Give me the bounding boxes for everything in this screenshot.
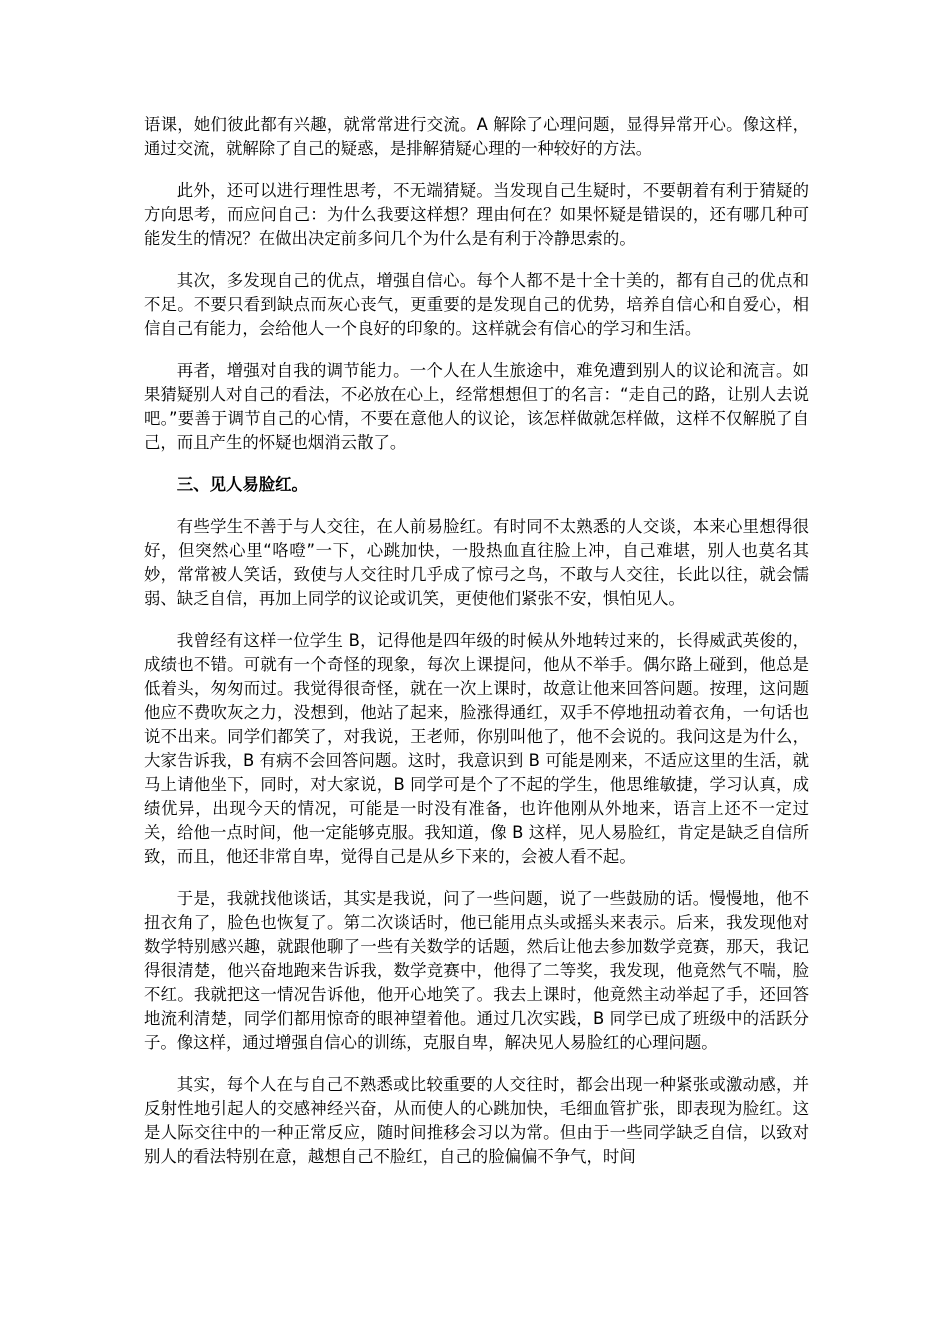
paragraph-2: 此外，还可以进行理性思考，不无端猜疑。当发现自己生疑时，不要朝着有利于猜疑的方向思考，而应问自己：为什么我要这样想？理由何在？如果怀疑是错误的，还有哪几种可能发生的情况？在做出决定前多问几个为什么是有利于冷静思索的。 bbox=[144, 181, 809, 248]
paragraph-6: 我曾经有这样一位学生 B，记得他是四年级的时候从外地转过来的，长得威武英俊的，成绩也不错。可就有一个奇怪的现象，每次上课提问，他从不举手。偶尔路上碰到，他总是低着头，匆匆而过。我觉得很奇怪，就在一次上课时，故意让他来回答问题。按理，这问题他应不费吹灰之力，没想到，他站了起来，脸涨得通红，双手不停地扭动着衣角，一句话也说不出来。同学们都笑了，对我说，王老师，你别叫他了，他不会说的。我问这是为什么，大家告诉我，B 有病不会回答问题。这时，我意识到 B 可能是刚来，不适应这里的生活，就马上请他坐下，同时，对大家说，B 同学可是个了不起的学生，他思维敏捷，学习认真，成绩优异，出现今天的情况，可能是一时没有准备，也许他刚从外地来，语言上还不一定过关，给他一点时间，他一定能够克服。我知道，像 B 这样，见人易脸红，肯定是缺乏自信所致，而且，他还非常自卑，觉得自己是从乡下来的，会被人看不起。 bbox=[144, 631, 809, 866]
paragraph-5: 有些学生不善于与人交往，在人前易脸红。有时同不太熟悉的人交谈，本来心里想得很好，但突然心里“咯噔”一下，心跳加快，一股热血直往脸上冲，自己难堪，别人也莫名其妙，常常被人笑话，致使与人交往时几乎成了惊弓之鸟，不敢与人交往，长此以往，就会懦弱、缺乏自信，再加上同学的议论或讥笑，更使他们紧张不安，惧怕见人。 bbox=[144, 517, 809, 608]
paragraph-1: 语课，她们彼此都有兴趣，就常常进行交流。A 解除了心理问题，显得异常开心。像这样，通过交流，就解除了自己的疑惑，是排解猜疑心理的一种较好的方法。 bbox=[144, 115, 809, 158]
paragraph-7: 于是，我就找他谈话，其实是我说，问了一些问题，说了一些鼓励的话。慢慢地，他不扭衣角了，脸色也恢复了。第二次谈话时，他已能用点头或摇头来表示。后来，我发现他对数学特别感兴趣，就跟他聊了一些有关数学的话题，然后让他去参加数学竞赛，那天，我记得很清楚，他兴奋地跑来告诉我，数学竞赛中，他得了二等奖，我发现，他竟然气不喘，脸不红。我就把这一情况告诉他，他开心地笑了。我去上课时，他竟然主动举起了手，还回答地流利清楚，同学们都用惊奇的眼神望着他。通过几次实践，B 同学已成了班级中的活跃分子。像这样，通过增强自信心的训练，克服自卑，解决见人易脸红的心理问题。 bbox=[144, 889, 809, 1052]
paragraph-4: 再者，增强对自我的调节能力。一个人在人生旅途中，难免遭到别人的议论和流言。如果猜疑别人对自己的看法，不必放在心上，经常想想但丁的名言：“走自己的路，让别人去说吧。”要善于调节自己的心情，不要在意他人的议论，该怎样做就怎样做，这样不仅解脱了自己，而且产生的怀疑也烟消云散了。 bbox=[144, 361, 809, 452]
paragraph-8: 其实，每个人在与自己不熟悉或比较重要的人交往时，都会出现一种紧张或激动感，并反射性地引起人的交感神经兴奋，从而使人的心跳加快，毛细血管扩张，即表现为脸红。这是人际交往中的一种正常反应，随时间推移会习以为常。但由于一些同学缺乏自信，以致对别人的看法特别在意，越想自己不脸红，自己的脸偏偏不争气，时间 bbox=[144, 1075, 809, 1166]
document-page bbox=[144, 113, 809, 1187]
paragraph-3: 其次，多发现自己的优点，增强自信心。每个人都不是十全十美的，都有自己的优点和不足。不要只看到缺点而灰心丧气，更重要的是发现自己的优势，培养自信心和自爱心，相信自己有能力，会给他人一个良好的印象的。这样就会有信心的学习和生活。 bbox=[144, 271, 809, 338]
section-heading: 三、见人易脸红。 bbox=[176, 475, 308, 494]
